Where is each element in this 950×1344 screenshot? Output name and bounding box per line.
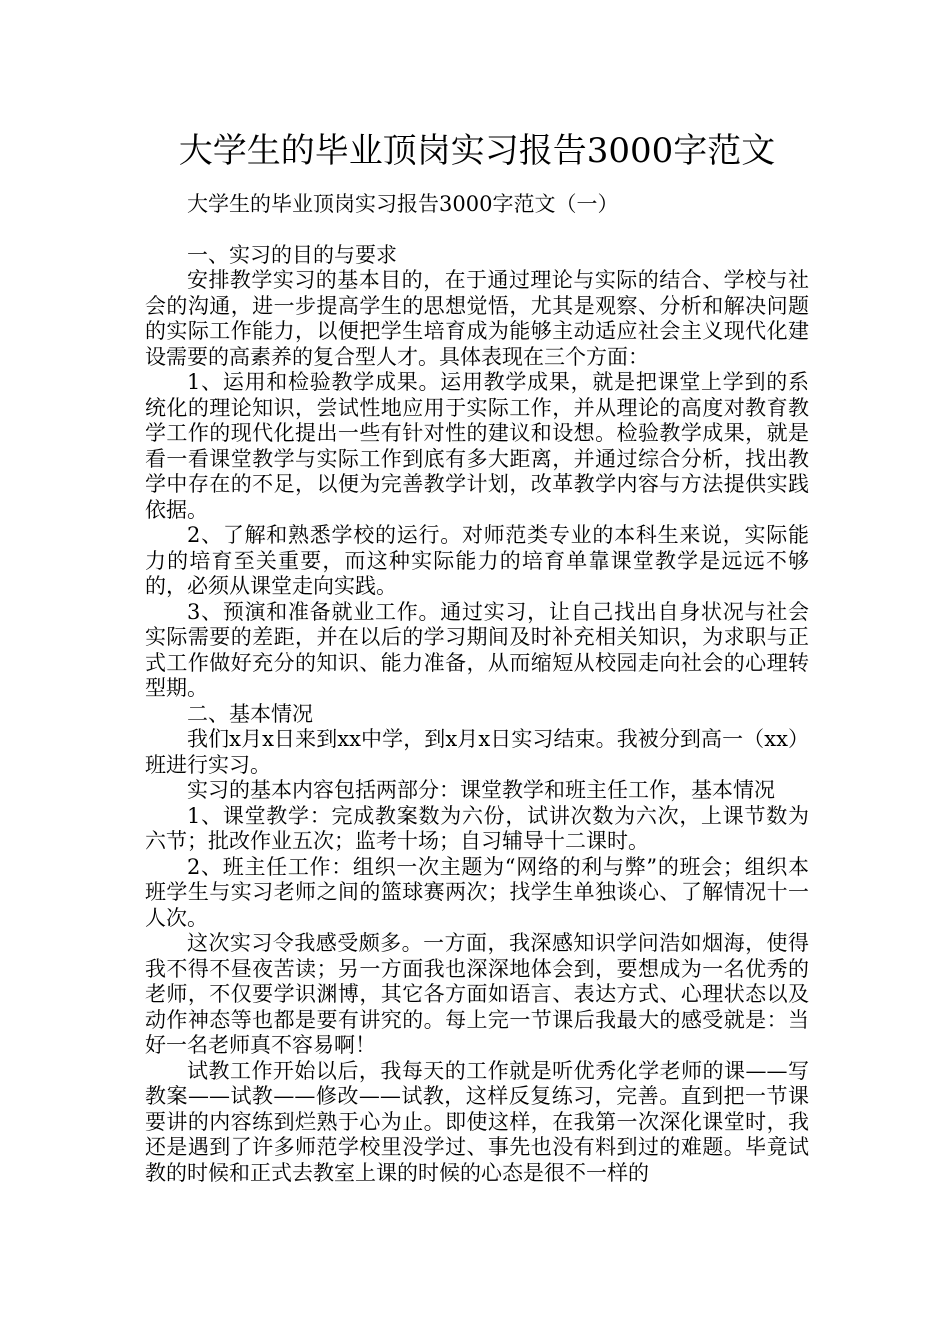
body-paragraph: 我们x月x日来到xx中学，到x月x日实习结束。我被分到高一（xx）班进行实习。	[145, 727, 809, 777]
section-heading-basics: 二、基本情况	[187, 701, 313, 726]
body-paragraph: 实习的基本内容包括两部分：课堂教学和班主任工作，基本情况	[187, 778, 775, 802]
document-subtitle: 大学生的毕业顶岗实习报告3000字范文（一）	[187, 192, 619, 216]
body-paragraph: 2、了解和熟悉学校的运行。对师范类专业的本科生来说，实际能力的培育至关重要，而这种实际能力的培育单靠课堂教学是远远不够的，必须从课堂走向实践。	[145, 523, 809, 598]
body-paragraph: 2、班主任工作：组织一次主题为“网络的利与弊”的班会；组织本班学生与实习老师之间的篮球赛两次；找学生单独谈心、了解情况十一人次。	[145, 854, 809, 930]
body-paragraph: 安排教学实习的基本目的，在于通过理论与实际的结合、学校与社会的沟通，进一步提高学生的思想觉悟，尤其是观察、分析和解决问题的实际工作能力，以便把学生培育成为能够主动适应社会主义现代化建设需要的高素养的复合型人才。具体表现在三个方面：	[145, 268, 809, 369]
body-paragraph: 1、课堂教学：完成教案数为六份，试讲次数为六次，上课节数为六节；批改作业五次；监考十场；自习辅导十二课时。	[145, 803, 809, 853]
document-page	[145, 128, 809, 1186]
body-paragraph: 3、预演和准备就业工作。通过实习，让自己找出自身状况与社会实际需要的差距，并在以后的学习期间及时补充相关知识，为求职与正式工作做好充分的知识、能力准备，从而缩短从校园走向社会的心理转型期。	[145, 599, 809, 700]
document-body	[145, 243, 809, 1187]
document-title: 大学生的毕业顶岗实习报告3000字范文	[178, 131, 776, 171]
section-heading-purpose: 一、实习的目的与要求	[187, 242, 397, 267]
body-paragraph: 1、运用和检验教学成果。运用教学成果，就是把课堂上学到的系统化的理论知识，尝试性地应用于实际工作，并从理论的高度对教育教学工作的现代化提出一些有针对性的建议和设想。检验教学成果，就是看一看课堂教学与实际工作到底有多大距离，并通过综合分析，找出教学中存在的不足，以便为完善教学计划，改革教学内容与方法提供实践依据。	[145, 370, 809, 522]
body-paragraph: 试教工作开始以后，我每天的工作就是听优秀化学老师的课——写教案——试教——修改——试教，这样反复练习，完善。直到把一节课要讲的内容练到烂熟于心为止。即使这样，在我第一次深化课堂时，我还是遇到了许多师范学校里没学过、事先也没有料到过的难题。毕竟试教的时候和正式去教室上课的时候的心态是很不一样的	[145, 1058, 809, 1185]
body-paragraph: 这次实习令我感受颇多。一方面，我深感知识学问浩如烟海，使得我不得不昼夜苦读；另一方面我也深深地体会到，要想成为一名优秀的老师，不仅要学识渊博，其它各方面如语言、表达方式、心理状态以及动作神态等也都是要有讲究的。每上完一节课后我最大的感受就是：当好一名老师真不容易啊！	[145, 931, 809, 1057]
